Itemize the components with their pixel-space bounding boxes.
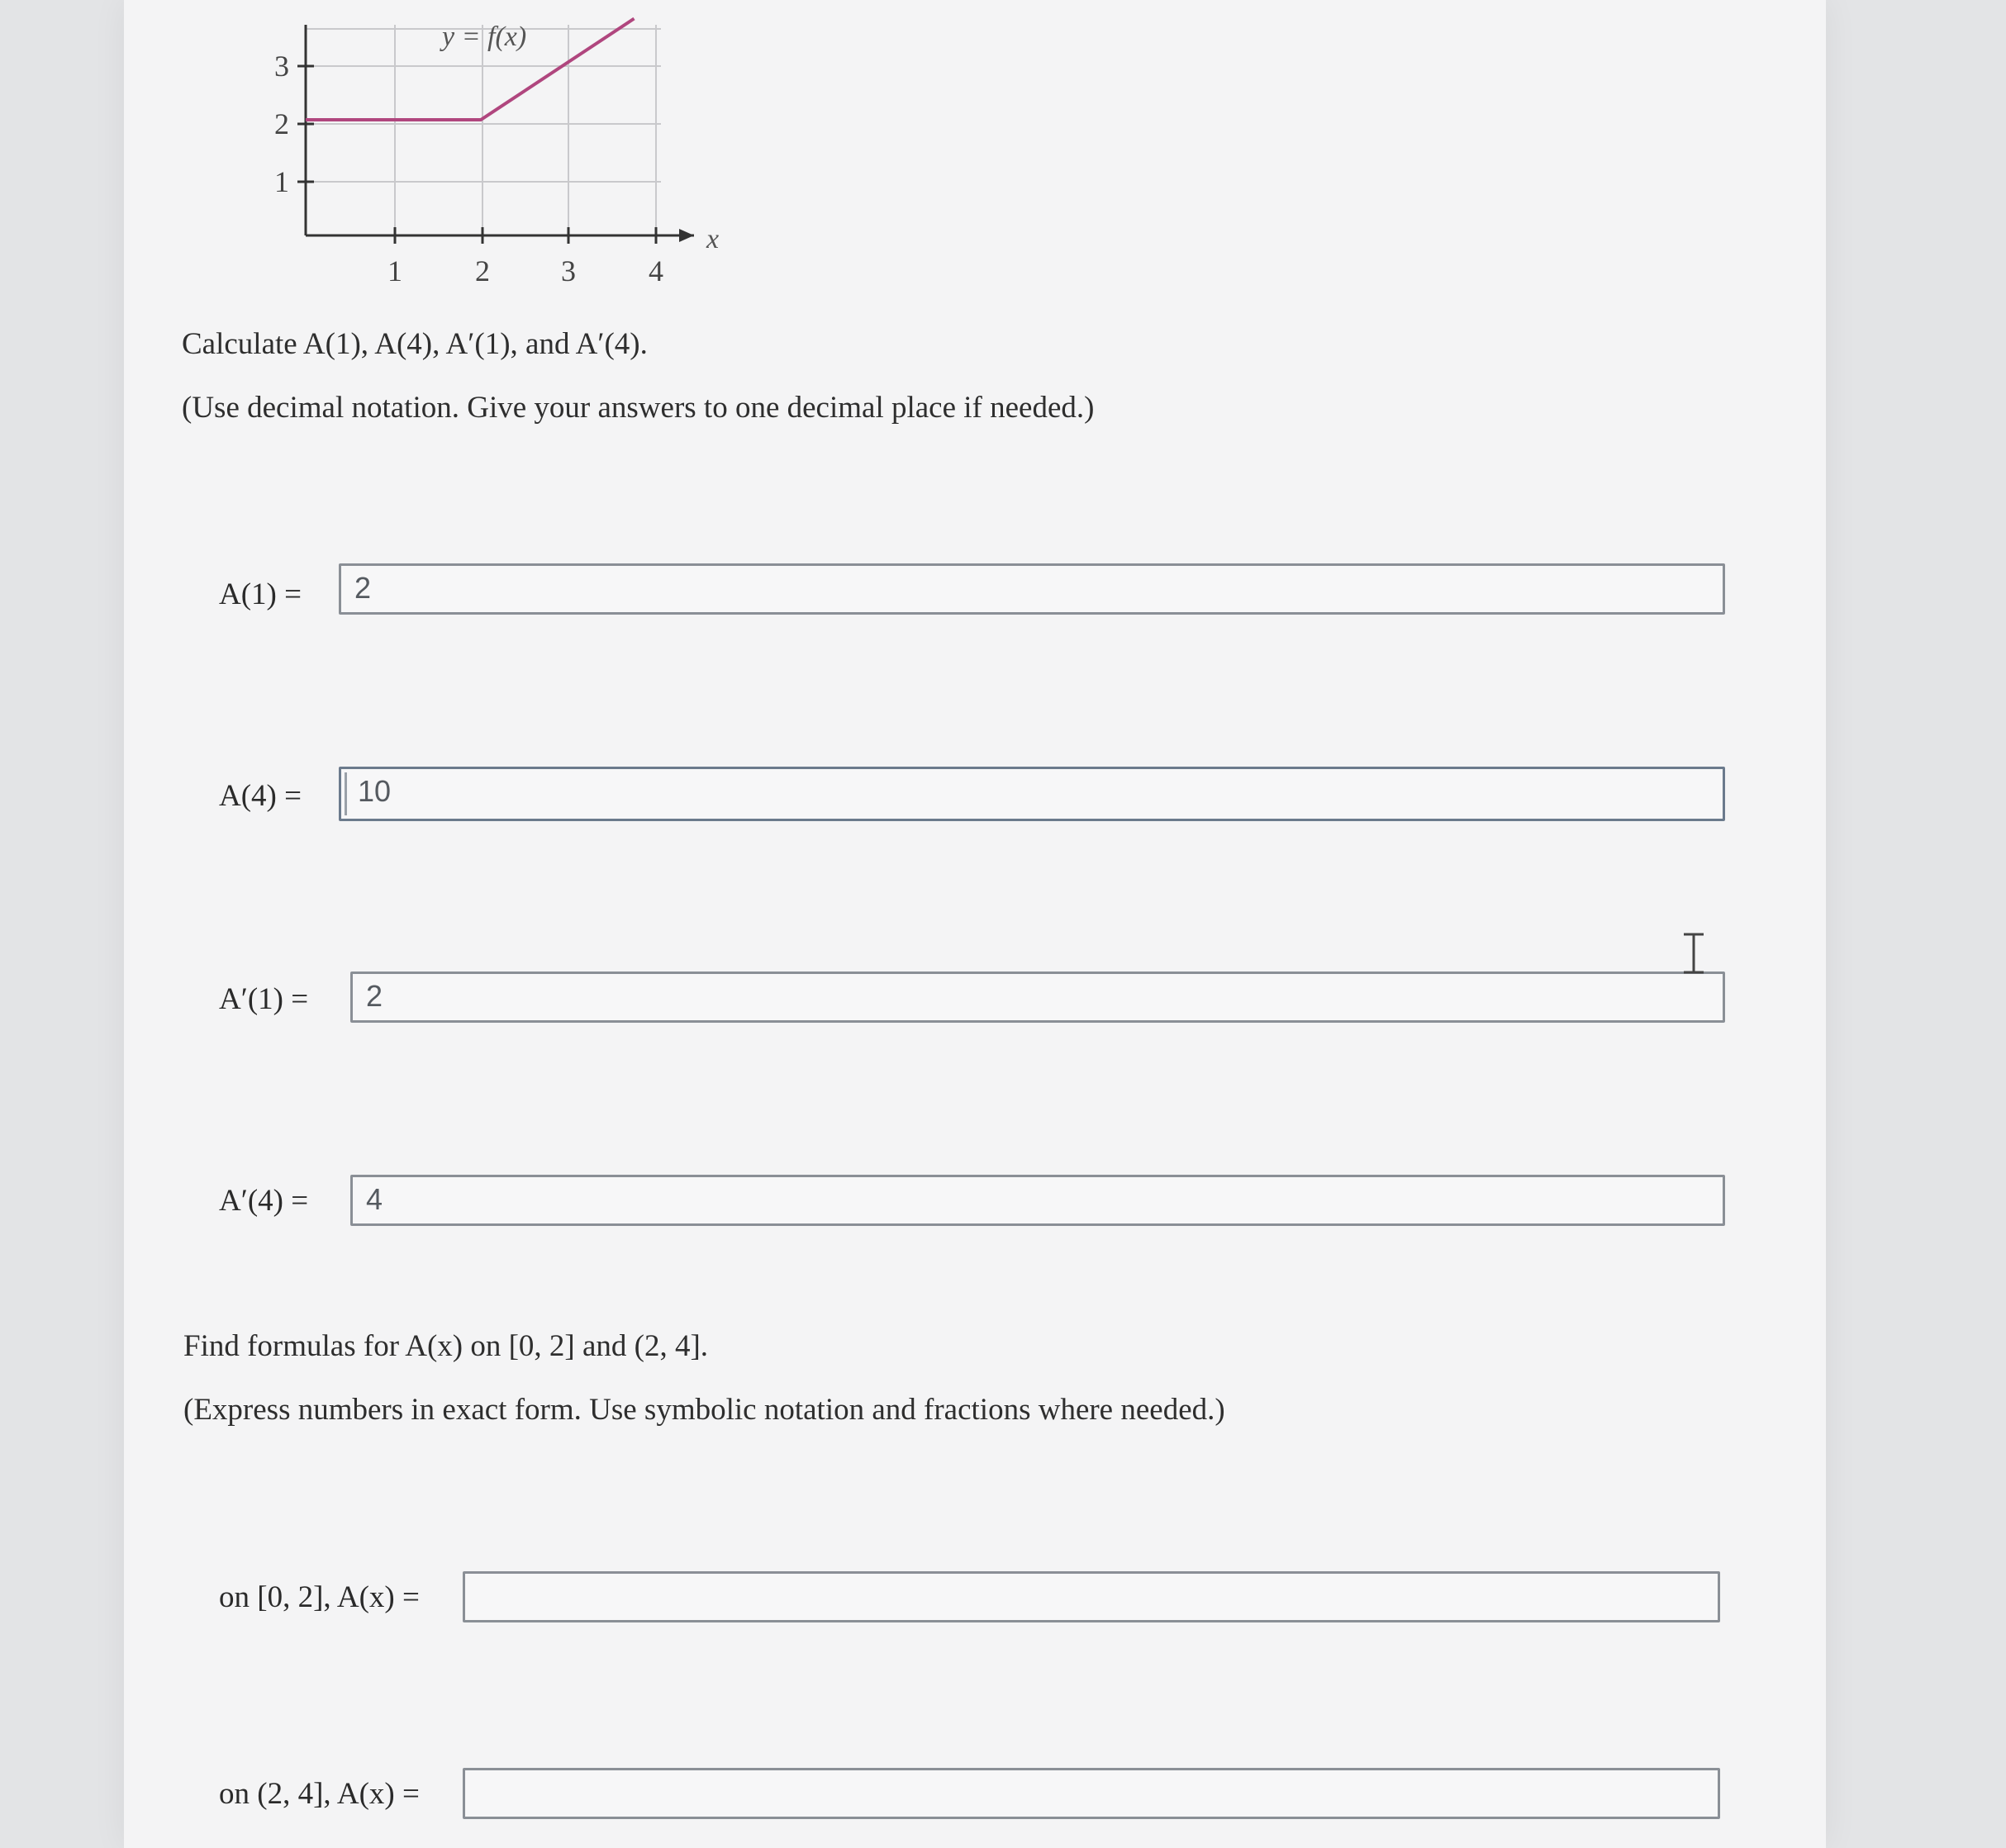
x-axis-arrow <box>679 229 694 242</box>
x-tick-label: 3 <box>561 254 576 287</box>
y-tick-labels <box>274 50 289 198</box>
exact-form-note: (Express numbers in exact form. Use symbolic notation and fractions where needed.) <box>183 1393 1225 1427</box>
a-prime-4-label: A′(4) = <box>219 1184 309 1218</box>
a-prime-4-input[interactable] <box>350 1175 1725 1226</box>
a1-value: 2 <box>354 571 372 605</box>
a4-input-edge <box>345 772 347 815</box>
a-prime-1-input[interactable] <box>350 972 1725 1023</box>
formula-2-4-label: on (2, 4], A(x) = <box>219 1777 420 1811</box>
calculate-instruction: Calculate A(1), A(4), A′(1), and A′(4). <box>182 327 648 361</box>
a4-label: A(4) = <box>219 779 302 813</box>
formula-2-4-input[interactable] <box>463 1768 1720 1819</box>
graph-grid <box>306 25 661 235</box>
text-cursor-icon <box>1677 932 1710 975</box>
x-tick-label: 1 <box>387 254 402 287</box>
x-tick-labels <box>387 254 663 287</box>
a1-label: A(1) = <box>219 577 302 611</box>
formula-0-2-label: on [0, 2], A(x) = <box>219 1580 420 1614</box>
tick-marks <box>297 66 656 244</box>
a4-input[interactable] <box>339 767 1725 821</box>
decimal-note: (Use decimal notation. Give your answers to one decimal place if needed.) <box>182 391 1095 425</box>
a4-value: 10 <box>358 774 392 808</box>
function-graph <box>240 8 768 289</box>
a-prime-4-value: 4 <box>366 1182 383 1216</box>
a-prime-1-label: A′(1) = <box>219 982 309 1016</box>
x-axis-label: x <box>706 224 720 254</box>
graph-axes <box>306 25 694 235</box>
y-tick-label: 2 <box>274 107 289 140</box>
y-tick-label: 3 <box>274 50 289 83</box>
x-tick-label: 4 <box>649 254 663 287</box>
formula-instruction: Find formulas for A(x) on [0, 2] and (2, 4]. <box>183 1329 709 1363</box>
curve-label: y = f(x) <box>442 21 527 52</box>
a-prime-1-value: 2 <box>366 979 383 1013</box>
x-tick-label: 2 <box>475 254 490 287</box>
formula-0-2-input[interactable] <box>463 1571 1720 1622</box>
a1-input[interactable] <box>339 563 1725 615</box>
y-tick-label: 1 <box>274 165 289 198</box>
